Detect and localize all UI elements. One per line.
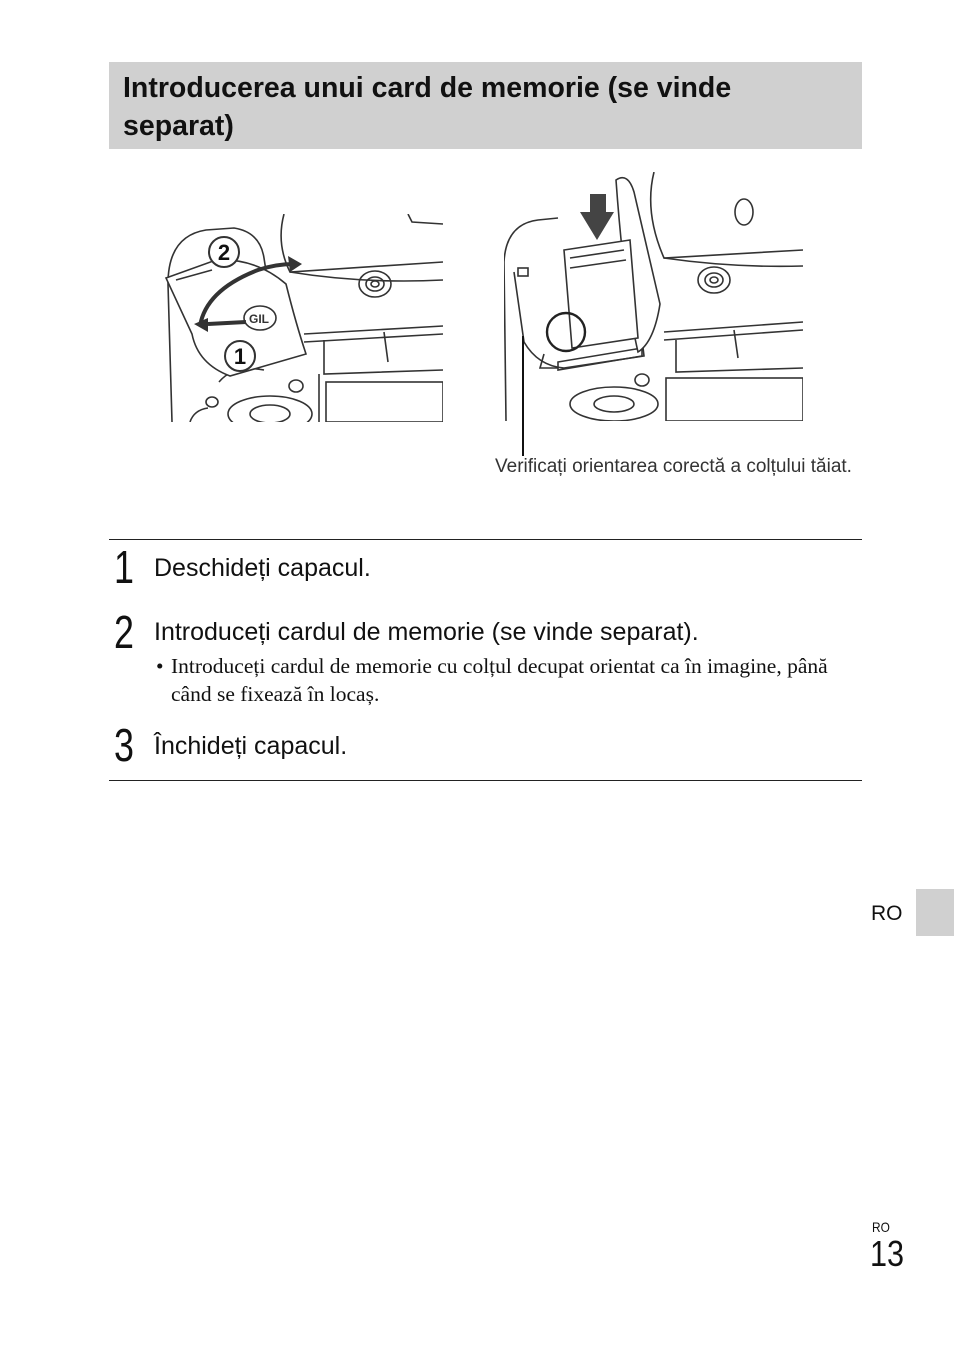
page-number: 13	[870, 1233, 905, 1274]
illustration-step-marker-1: 1	[233, 344, 247, 369]
step-3-number: 3	[114, 719, 134, 771]
camera-open-cover-drawing	[164, 214, 443, 422]
illustration-open-cover	[164, 214, 443, 422]
callout-leader-line	[522, 336, 524, 456]
section-title: Introducerea unui card de memorie (se vinde separat)	[123, 72, 732, 142]
section-title-band	[109, 62, 862, 149]
svg-text:GIL: GIL	[249, 312, 269, 326]
step-2-note-bullet: •	[156, 654, 164, 678]
step-2-note-text: Introduceți cardul de memorie cu colțul decupat orientat ca în imagine, până când se fixează în locaș.	[171, 654, 828, 706]
illustration-step-marker-2: 2	[217, 240, 231, 265]
step-2-text: Introduceți cardul de memorie (se vinde separat).	[154, 618, 699, 646]
footer-language: RO	[872, 1219, 890, 1235]
step-1-text: Deschideți capacul.	[154, 554, 371, 582]
step-2-number: 2	[114, 606, 134, 658]
step-1-number: 1	[114, 541, 134, 593]
steps-bottom-rule	[109, 780, 862, 781]
steps-top-rule	[109, 539, 862, 540]
side-language-tab	[916, 889, 954, 936]
illustration-insert-card	[504, 172, 803, 421]
side-language-label: RO	[871, 902, 903, 925]
step-2-note	[156, 652, 836, 708]
illustration-callout: Verificați orientarea corectă a colțului tăiat.	[495, 456, 852, 477]
camera-insert-card-drawing	[504, 172, 803, 421]
step-3-text: Închideți capacul.	[154, 732, 348, 760]
